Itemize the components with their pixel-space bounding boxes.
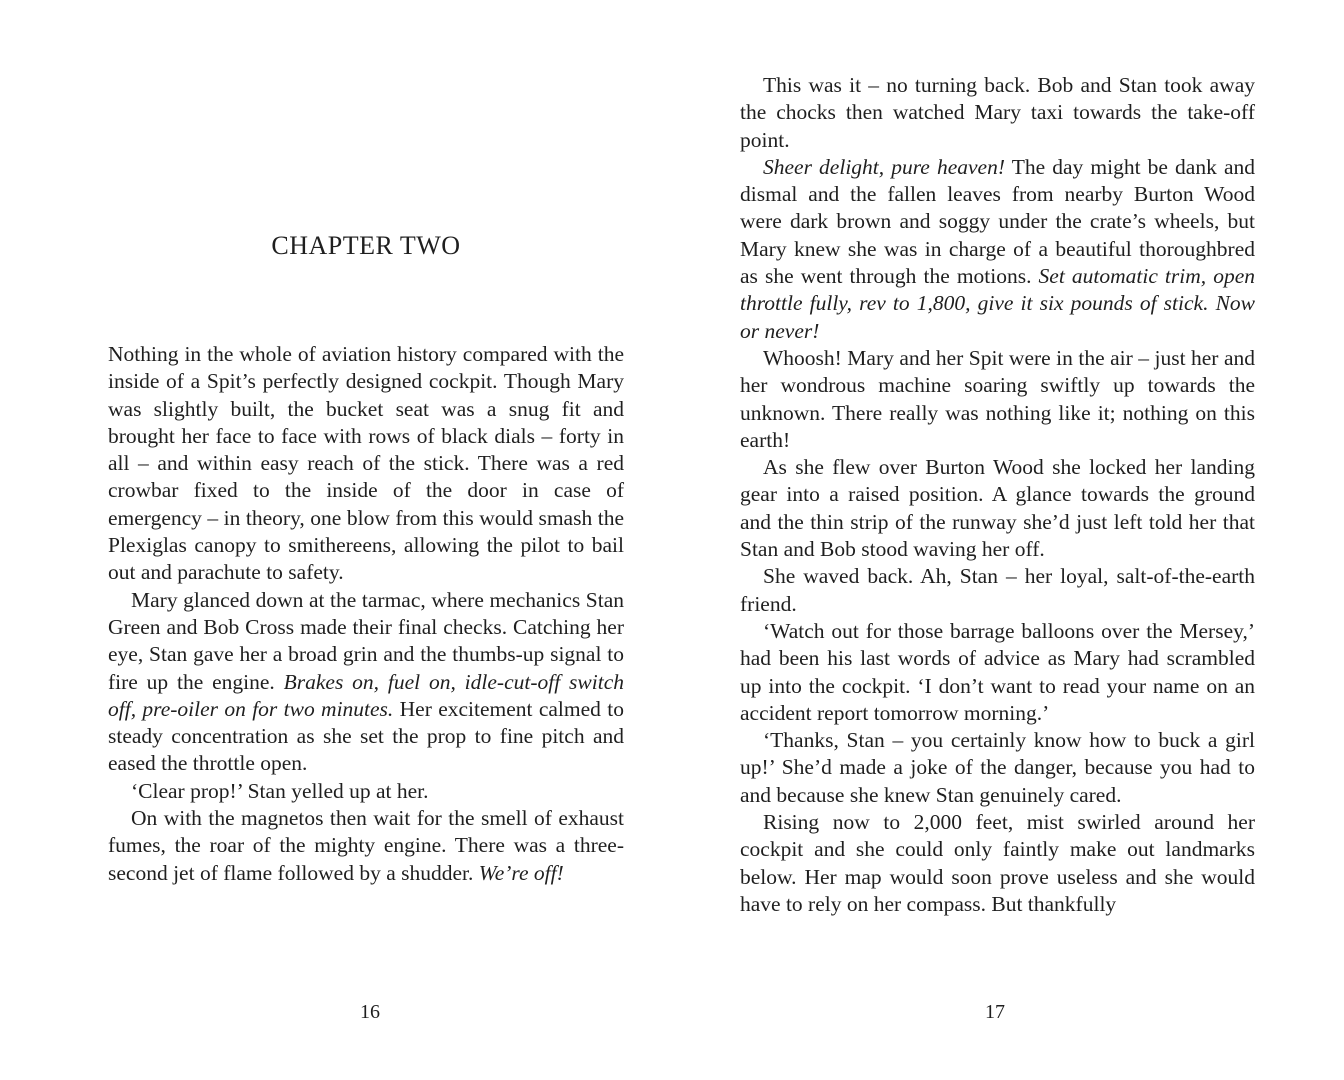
paragraph (108, 341, 624, 587)
page-number: 16 (360, 1001, 380, 1023)
italic-segment: Brakes on, fuel on, idle-cut-off switch off, pre-oiler on for two minutes. (108, 669, 624, 721)
right-page-body (740, 72, 1255, 918)
text-segment: Her excitement calmed to steady concentration as she set the prop to fine pitch and eased the throttle open. (108, 696, 624, 776)
paragraph (740, 454, 1255, 563)
text-segment: ‘Thanks, Stan – you certainly know how to buck a girl up!’ She’d made a joke of the danger, because you had to and because she knew Stan genuinely cared. (740, 728, 1255, 807)
page-number: 17 (985, 1001, 1005, 1023)
paragraph (740, 563, 1255, 618)
text-segment: Rising now to 2,000 feet, mist swirled around her cockpit and she could only faintly make out landmarks below. Her map would soon prove useless and she would have to rely on her compass. But thankfully (740, 810, 1255, 916)
text-segment: ‘Watch out for those barrage balloons over the Mersey,’ had been his last words of advice as Mary had scrambled up into the cockpit. ‘I don’t want to read your name on an accident report tomorrow morning.’ (740, 618, 1255, 725)
text-segment: She waved back. Ah, Stan – her loyal, salt-of-the-earth friend. (740, 564, 1255, 616)
left-page-body (108, 341, 624, 887)
paragraph (108, 805, 624, 887)
paragraph (740, 72, 1255, 154)
paragraph (108, 587, 624, 778)
text-segment: As she flew over Burton Wood she locked her landing gear into a raised position. A glance towards the ground and the thin strip of the runway she’d just left told her that Stan and Bob stood waving her off. (740, 455, 1255, 562)
chapter-title: CHAPTER TWO (271, 231, 461, 260)
paragraph (740, 345, 1255, 454)
text-segment: On with the magnetos then wait for the smell of exhaust fumes, the roar of the mighty engine. There was a three-second jet of flame followed by a shudder. (108, 806, 624, 885)
italic-segment: Sheer delight, pure heaven! (763, 154, 1005, 179)
italic-segment: Set automatic trim, open throttle fully, rev to 1,800, give it six pounds of stick. Now or never! (740, 264, 1255, 343)
paragraph (108, 778, 624, 805)
paragraph (740, 727, 1255, 809)
text-segment: This was it – no turning back. Bob and Stan took away the chocks then watched Mary taxi towards the take-off point. (740, 73, 1255, 152)
paragraph (740, 618, 1255, 727)
text-segment: The day might be dank and dismal and the fallen leaves from nearby Burton Wood were dark brown and soggy under the crate’s wheels, but Mary knew she was in charge of a beautiful thoroughbred as she went through the motions. (740, 154, 1255, 289)
text-segment: Nothing in the whole of aviation history compared with the inside of a Spit’s perfectly designed cockpit. Though Mary was slightly built, the bucket seat was a snug fit and brought her face to face with rows of black dials – forty in all – and within easy reach of the stick. There was a red crowbar fixed to the inside of the door in case of emergency – in theory, one blow from this would smash the Plexiglas canopy to smithereens, allowing the pilot to bail out and parachute to safety. (108, 342, 624, 585)
text-segment: Whoosh! Mary and her Spit were in the air – just her and her wondrous machine soaring swiftly up towards the unknown. There really was nothing like it; nothing on this earth! (740, 345, 1255, 452)
paragraph (740, 809, 1255, 918)
text-segment: ‘Clear prop!’ Stan yelled up at her. (131, 778, 429, 803)
italic-segment: We’re off! (478, 860, 564, 885)
right-page (672, 0, 1344, 1080)
paragraph (740, 154, 1255, 345)
text-segment: Mary glanced down at the tarmac, where mechanics Stan Green and Bob Cross made their final checks. Catching her eye, Stan gave her a broad grin and the thumbs-up signal to fire up the engine. (108, 587, 624, 694)
